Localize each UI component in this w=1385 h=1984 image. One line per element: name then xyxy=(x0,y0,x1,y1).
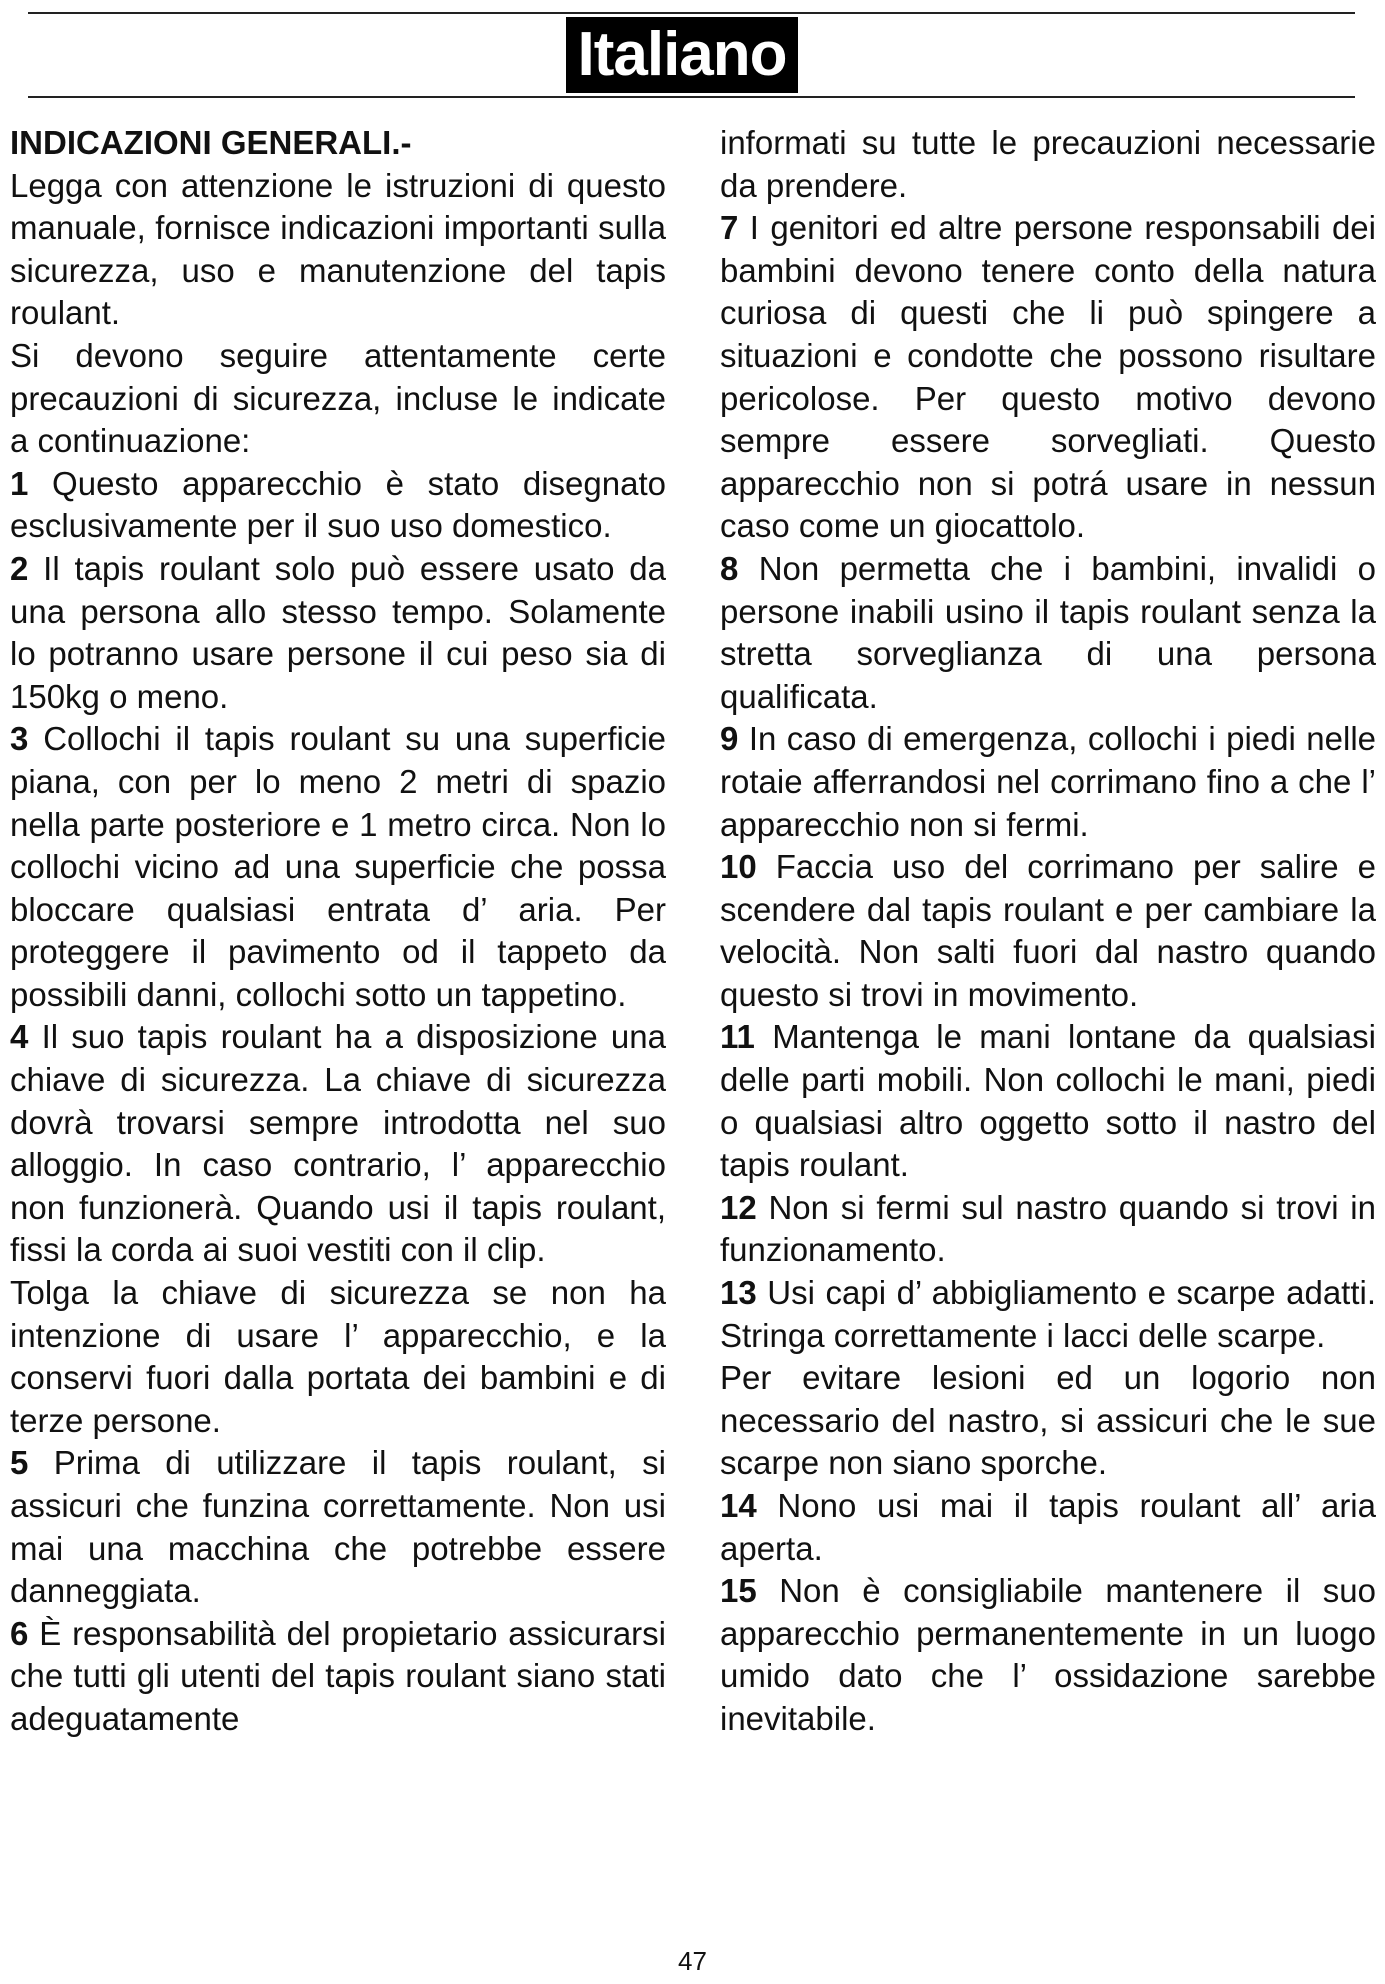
list-item xyxy=(10,1613,666,1741)
left-column xyxy=(10,122,666,1741)
list-item xyxy=(720,718,1376,846)
list-item xyxy=(720,1570,1376,1740)
list-item xyxy=(10,718,666,1016)
item-4-extra: Tolga la chiave di sicurezza se non ha intenzione di usare l’ apparecchio, e la conservi fuori dalla portata dei bambini e di terze persone. xyxy=(10,1274,666,1439)
item-text: Il suo tapis roulant ha a disposizione una chiave di sicurezza. La chiave di sicurezza dovrà trovarsi sempre introdotta nel suo alloggio. In caso contrario, l’ apparecchio non funzionerà. Quando usi il tapis roulant, fissi la corda ai suoi vestiti con il clip. xyxy=(10,1018,666,1269)
item-6-continuation: informati su tutte le precauzioni necessarie da prendere. xyxy=(720,124,1376,204)
list-item xyxy=(10,1442,666,1612)
item-number: 1 xyxy=(10,464,29,502)
page-number: 47 xyxy=(678,1946,707,1976)
item-text: Nono usi mai il tapis roulant all’ aria aperta. xyxy=(720,1487,1376,1567)
section-heading: INDICAZIONI GENERALI.- xyxy=(10,124,412,161)
list-item xyxy=(720,1485,1376,1570)
item-number: 7 xyxy=(720,209,739,247)
list-item xyxy=(720,846,1376,1016)
item-number: 8 xyxy=(720,549,739,587)
list-item xyxy=(720,548,1376,718)
list-item xyxy=(720,1187,1376,1272)
right-column xyxy=(720,122,1376,1741)
intro-paragraph-2: Si devono seguire attentamente certe precauzioni di sicurezza, incluse le indicate a continuazione: xyxy=(10,336,666,460)
intro-paragraph: Legga con attenzione le istruzioni di questo manuale, fornisce indicazioni importanti sulla sicurezza, uso e manutenzione del tapis roulant. xyxy=(10,166,666,332)
item-number: 13 xyxy=(720,1274,757,1312)
item-text: Non permetta che i bambini, invalidi o persone inabili usino il tapis roulant senza la stretta sorveglianza di una persona qualificata. xyxy=(720,549,1376,715)
item-number: 10 xyxy=(720,848,757,886)
item-text: Collochi il tapis roulant su una superficie piana, con per lo meno 2 metri di spazio nella parte posteriore e 1 metro circa. Non lo collochi vicino ad una superficie che possa bloccare qualsiasi entrata d’ aria. Per proteggere il pavimento od il tappeto da possibili danni, collochi sotto un tappetino. xyxy=(10,720,667,1013)
item-text: Non è consigliabile mantenere il suo apparecchio permanentemente in un luogo umido dato che l’ ossidazione sarebbe inevitabile. xyxy=(720,1572,1376,1737)
item-number: 5 xyxy=(10,1444,29,1482)
item-number: 14 xyxy=(720,1487,757,1524)
item-text: Il tapis roulant solo può essere usato da una persona allo stesso tempo. Solamente lo potranno usare persone il cui peso sia di 150kg o meno. xyxy=(10,549,666,715)
item-number: 3 xyxy=(10,720,29,758)
item-text: Prima di utilizzare il tapis roulant, si assicuri che funzina correttamente. Non usi mai una macchina che potrebbe essere danneggiata. xyxy=(10,1444,666,1610)
header-bottom-rule xyxy=(28,96,1355,98)
list-item xyxy=(720,1016,1376,1186)
list-item xyxy=(720,207,1376,548)
list-item xyxy=(720,1272,1376,1357)
list-item xyxy=(10,463,666,548)
item-text: Questo apparecchio è stato disegnato esclusivamente per il suo uso domestico. xyxy=(10,464,666,545)
item-13-extra: Per evitare lesioni ed un logorio non necessario del nastro, si assicuri che le sue scarpe non siano sporche. xyxy=(720,1359,1376,1482)
item-number: 11 xyxy=(720,1018,755,1056)
item-text: Usi capi d’ abbigliamento e scarpe adatti. Stringa correttamente i lacci delle scarpe. xyxy=(720,1274,1377,1354)
item-number: 15 xyxy=(720,1572,757,1610)
header-top-rule xyxy=(28,12,1355,14)
item-text: In caso di emergenza, collochi i piedi nelle rotaie afferrandosi nel corrimano fino a che l’ apparecchio non si fermi. xyxy=(720,720,1377,843)
item-text: Non si fermi sul nastro quando si trovi in funzionamento. xyxy=(720,1188,1376,1269)
item-text: I genitori ed altre persone responsabili dei bambini devono tenere conto della natura curiosa di questi che li può spingere a situazioni e condotte che possono risultare pericolose. Per questo motivo devono sempre essere sorvegliati. Questo apparecchio non si potrá usare in nessun caso come un giocattolo. xyxy=(720,209,1376,545)
item-text: È responsabilità del propietario assicurarsi che tutti gli utenti del tapis roulant siano stati adeguatamente xyxy=(10,1614,666,1737)
item-number: 9 xyxy=(720,720,739,758)
item-number: 4 xyxy=(10,1018,29,1056)
item-number: 6 xyxy=(10,1614,29,1652)
item-text: Mantenga le mani lontane da qualsiasi delle parti mobili. Non collochi le mani, piedi o qualsiasi altro oggetto sotto il nastro del tapis roulant. xyxy=(720,1018,1376,1184)
language-badge: Italiano xyxy=(566,17,798,93)
item-number: 2 xyxy=(10,549,29,587)
list-item xyxy=(10,1016,666,1272)
item-text: Faccia uso del corrimano per salire e scendere dal tapis roulant e per cambiare la velocità. Non salti fuori dal nastro quando questo si trovi in movimento. xyxy=(720,848,1376,1013)
item-number: 12 xyxy=(720,1188,757,1226)
list-item xyxy=(10,548,666,718)
